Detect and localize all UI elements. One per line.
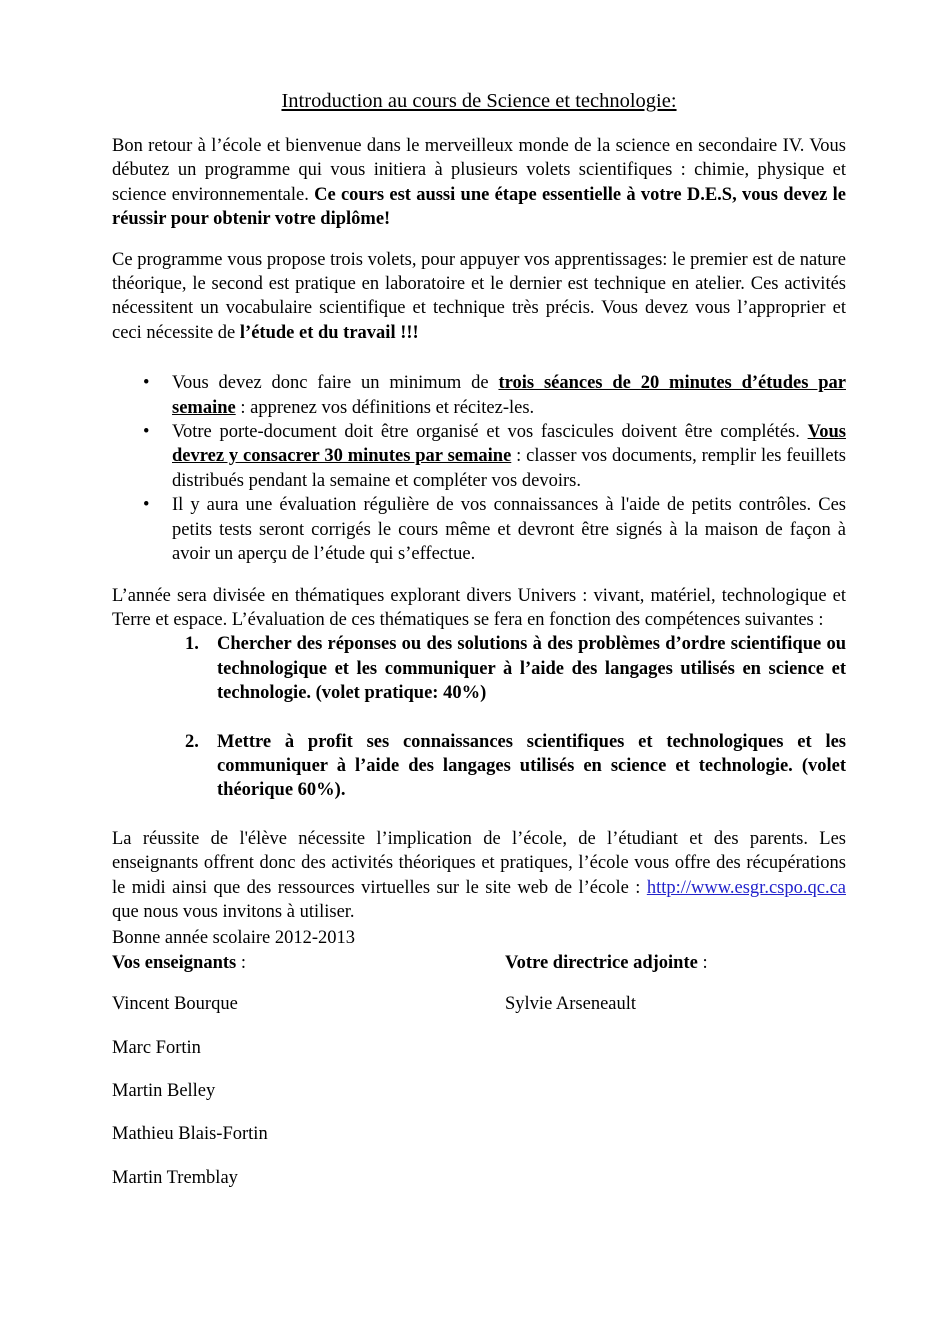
teacher-name: Mathieu Blais-Fortin — [112, 1124, 268, 1145]
competence-item-1 — [112, 632, 846, 705]
bullet-emphasis: trois séances de 20 minutes d’études par semaine — [172, 373, 846, 418]
list-number: 1. — [185, 634, 199, 655]
teachers-header — [112, 951, 505, 975]
bullet-text-after: : classer vos documents, remplir les feuillets distribués pendant la semaine et compléter vos devoirs. — [172, 446, 846, 491]
teacher-name: Martin Belley — [112, 1081, 216, 1101]
bullet-item-evaluations — [112, 493, 846, 566]
director-name: Sylvie Arseneault — [505, 994, 637, 1015]
bullet-item-portfolio — [112, 420, 846, 493]
teacher-name: Vincent Bourque — [112, 994, 238, 1015]
signature-headers-row — [112, 951, 846, 975]
list-number: 2. — [185, 731, 199, 752]
signature-block — [112, 926, 846, 1190]
document-title: Introduction au cours de Science et technologie: — [281, 90, 677, 112]
bullet-icon: • — [143, 495, 150, 516]
document-content — [112, 88, 846, 1190]
programme-bold-text: l’étude et du travail !!! — [239, 322, 419, 343]
bullet-text-before: Vous devez donc faire un minimum de — [172, 373, 499, 394]
bullet-text-before: Votre porte-document doit être organisé et vos fascicules doivent être complétés. — [172, 422, 808, 443]
director-header-colon: : — [697, 952, 708, 973]
bullet-text-after: : apprenez vos définitions et récitez-les. — [235, 397, 535, 418]
study-bullet-list — [112, 371, 846, 566]
teacher-name: Marc Fortin — [112, 1037, 201, 1058]
bullet-icon: • — [143, 422, 150, 443]
closing-text-after: que nous vous invitons à utiliser. — [112, 901, 355, 922]
teachers-header-label: Vos enseignants — [112, 952, 237, 973]
paragraph-intro — [112, 134, 846, 232]
signature-names-row — [112, 992, 846, 1016]
director-header — [505, 951, 846, 975]
competences-list — [112, 632, 846, 802]
programme-text: Ce programme vous propose trois volets, pour appuyer vos apprentissages: le premier est de nature théorique, le second est pratique en laboratoire et le dernier est technique en atelier. Ces activités nécessitent un vocabulaire scientifique et technique très précis. Vous devez vous l’approprier et ceci nécessite de — [112, 249, 846, 343]
paragraph-themes: L’année sera divisée en thématiques explorant divers Univers : vivant, matériel, technologique et Terre et espace. L’évaluation de ces thématiques se fera en fonction des compétences suivantes : — [112, 585, 846, 630]
competence-item-2 — [112, 730, 846, 803]
director-header-label: Votre directrice adjointe — [505, 952, 698, 973]
intro-bold-text: Ce cours est aussi une étape essentielle à votre D.E.S, vous devez le réussir pour obtenir votre diplôme! — [112, 184, 846, 230]
intro-text: Bon retour à l’école et bienvenue dans le merveilleux monde de la science en secondaire IV. Vous débutez un programme qui vous initiera à plusieurs volets scientifiques : chimie, physique et science environnementale. — [112, 136, 846, 205]
teachers-header-colon: : — [236, 952, 246, 973]
school-website-link[interactable]: http://www.esgr.cspo.qc.ca — [646, 877, 846, 898]
bullet-icon: • — [143, 373, 150, 394]
school-year-line: Bonne année scolaire 2012-2013 — [112, 928, 355, 949]
bullet-item-study-sessions — [112, 371, 846, 420]
competence-text: Mettre à profit ses connaissances scientifiques et technologiques et les communiquer à l’aide des langages utilisés en science et technologie. (volet théorique 60%). — [217, 731, 846, 801]
paragraph-programme — [112, 248, 846, 346]
bullet-emphasis: Vous devrez y consacrer 30 minutes par semaine — [172, 422, 846, 467]
paragraph-closing — [112, 827, 846, 925]
closing-text-before: La réussite de l'élève nécessite l’implication de l’école, de l’étudiant et des parents. Les enseignants offrent donc des activités théoriques et pratiques, l’école vous offre des récupérations le midi ainsi que des ressources virtuelles sur le site web de l’école : — [112, 828, 846, 898]
teacher-name: Martin Tremblay — [112, 1167, 238, 1188]
bullet-text-before: Il y aura une évaluation régulière de vos connaissances à l'aide de petits contrôles. Ces petits tests seront corrigés le cours même et devront être signés à la maison de façon à avoir un aperçu de l’étude qui s’effectue. — [172, 495, 846, 565]
competence-text: Chercher des réponses ou des solutions à des problèmes d’ordre scientifique ou technologique et les communiquer à l’aide des langages utilisés en science et technologie. (volet pratique: 40%) — [217, 634, 846, 704]
